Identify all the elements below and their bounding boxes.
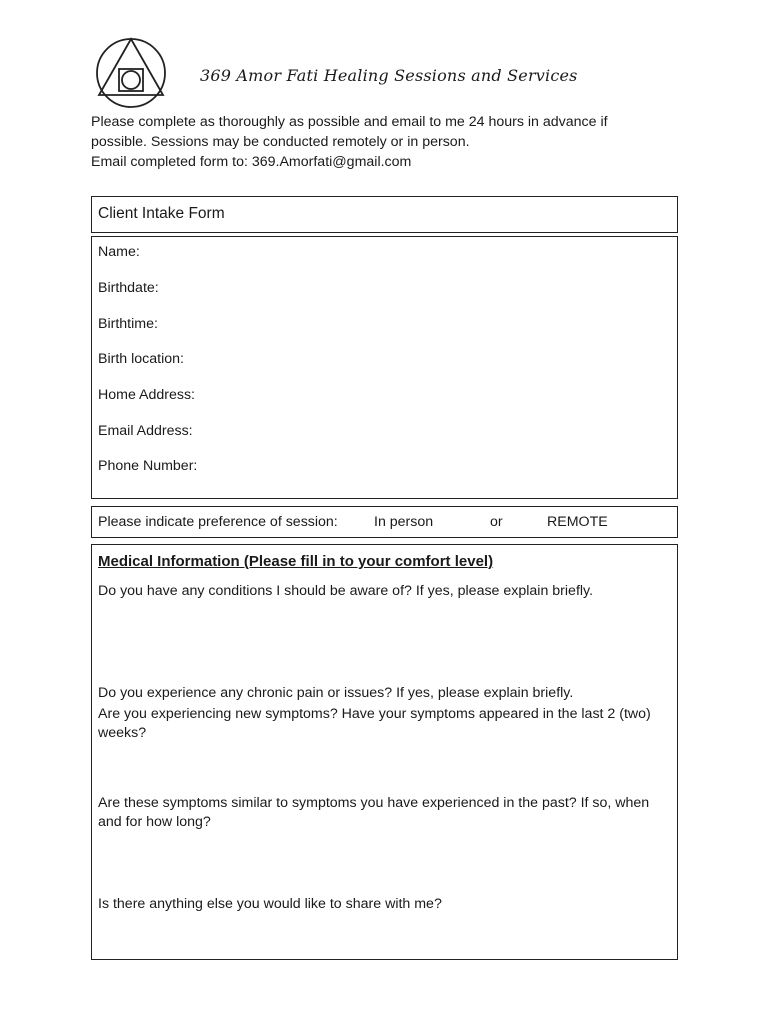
birth-location-field-label[interactable]: Birth location: [98, 351, 184, 367]
question-similar-symptoms[interactable]: Are these symptoms similar to symptoms you have experienced in the past? If so, when and for how long? [98, 795, 650, 830]
question-anything-else[interactable]: Is there anything else you would like to share with me? [98, 896, 442, 912]
birthtime-field-label[interactable]: Birthtime: [98, 316, 158, 332]
intro-text [91, 112, 691, 172]
form-title-box [91, 196, 678, 233]
birthdate-field-label[interactable]: Birthdate: [98, 280, 159, 296]
form-title: Client Intake Form [98, 205, 225, 222]
intro-line-1: Please complete as thoroughly as possible and email to me 24 hours in advance if [91, 114, 608, 130]
phone-number-field-label[interactable]: Phone Number: [98, 458, 198, 474]
name-field-label[interactable]: Name: [98, 244, 140, 260]
question-conditions[interactable]: Do you have any conditions I should be aware of? If yes, please explain briefly. [98, 583, 594, 599]
client-info-box [91, 236, 678, 499]
question-new-symptoms[interactable]: Are you experiencing new symptoms? Have your symptoms appeared in the last 2 (two) weeks? [98, 706, 651, 741]
circle-triangle-square-logo-icon [95, 33, 167, 113]
session-preference-label: Please indicate preference of session: [98, 514, 338, 530]
medical-info-box [91, 544, 678, 960]
intro-line-3: Email completed form to: 369.Amorfati@gmail.com [91, 154, 412, 170]
email-address-field-label[interactable]: Email Address: [98, 423, 193, 439]
question-chronic-pain[interactable]: Do you experience any chronic pain or issues? If yes, please explain briefly. [98, 685, 574, 701]
medical-heading: Medical Information (Please fill in to your comfort level) [98, 553, 494, 570]
intro-line-2: possible. Sessions may be conducted remotely or in person. [91, 134, 470, 150]
option-in-person[interactable]: In person [374, 514, 434, 530]
session-preference-box [91, 506, 678, 538]
option-separator-or: or [490, 514, 503, 530]
home-address-field-label[interactable]: Home Address: [98, 387, 195, 403]
option-remote[interactable]: REMOTE [547, 514, 608, 530]
page-title: 369 Amor Fati Healing Sessions and Services [200, 66, 578, 85]
